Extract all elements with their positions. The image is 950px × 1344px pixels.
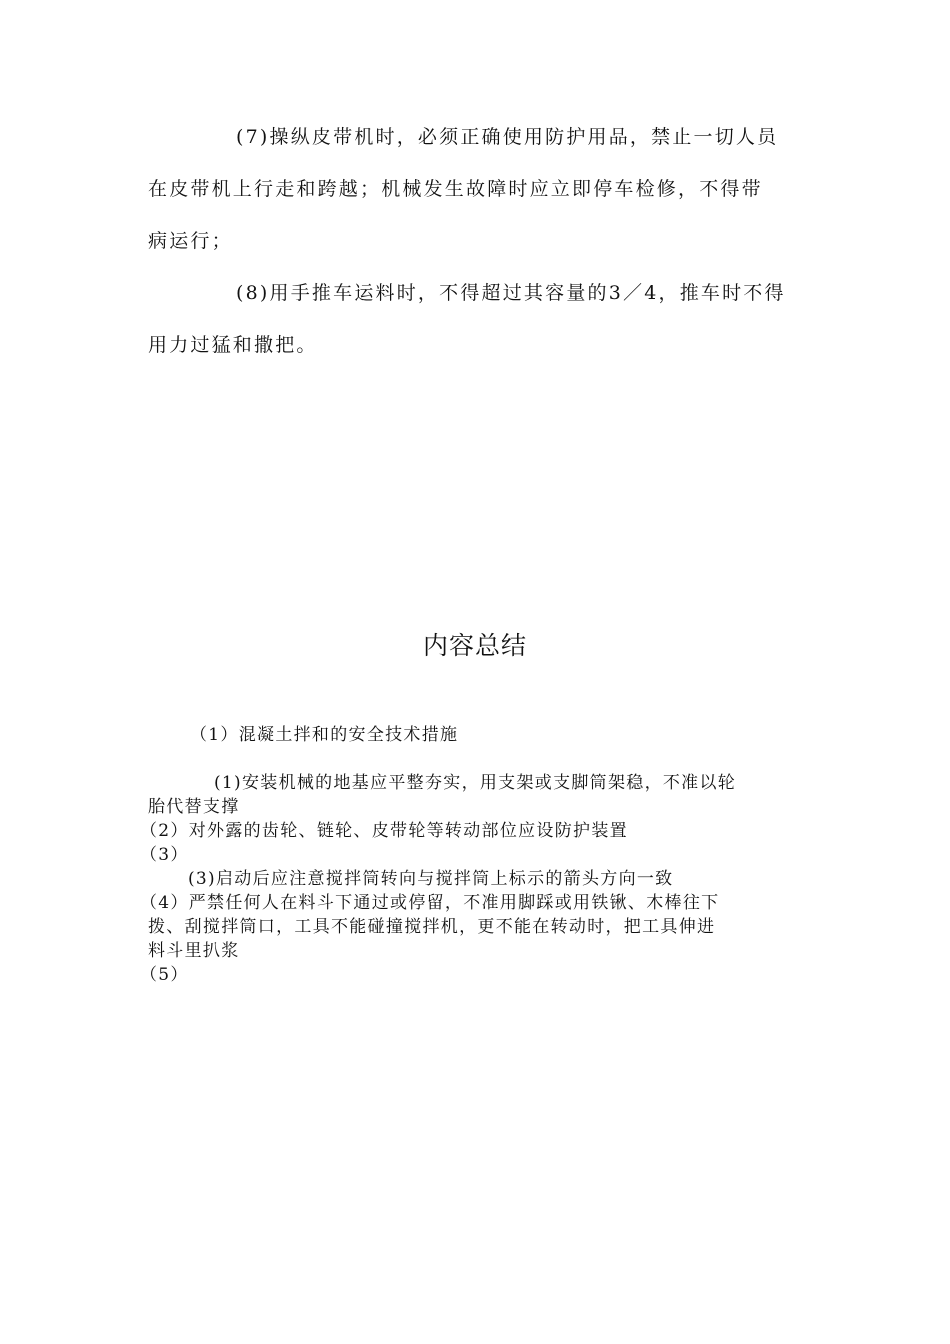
summary-item-2-line-1: (1)安装机械的地基应平整夯实，用支架或支脚筒架稳，不准以轮 xyxy=(214,773,737,793)
summary-item-6-line-1: （4）严禁任何人在料斗下通过或停留，不准用脚踩或用铁锹、木棒往下 xyxy=(140,893,720,913)
summary-title: 内容总结 xyxy=(422,631,527,660)
summary-item-7: （5） xyxy=(140,965,189,985)
paragraph-8-line-2: 用力过猛和撒把。 xyxy=(148,334,318,356)
summary-item-2-line-2: 胎代替支撑 xyxy=(148,797,240,817)
summary-item-6-line-2: 拨、刮搅拌筒口，工具不能碰撞搅拌机，更不能在转动时，把工具伸进 xyxy=(148,917,716,937)
paragraph-8-line-1: (8)用手推车运料时，不得超过其容量的3／4，推车时不得 xyxy=(236,282,786,304)
paragraph-7-line-3: 病运行； xyxy=(148,230,233,252)
summary-item-1: （1）混凝土拌和的安全技术措施 xyxy=(190,725,459,745)
summary-item-3: （2）对外露的齿轮、链轮、皮带轮等转动部位应设防护装置 xyxy=(140,821,628,841)
summary-item-5: (3)启动后应注意搅拌筒转向与搅拌筒上标示的箭头方向一致 xyxy=(188,869,674,889)
summary-item-6-line-3: 料斗里扒浆 xyxy=(148,941,240,961)
paragraph-7-line-1: (7)操纵皮带机时，必须正确使用防护用品，禁止一切人员 xyxy=(236,126,779,148)
summary-item-4: （3） xyxy=(140,845,189,865)
paragraph-7-line-2: 在皮带机上行走和跨越；机械发生故障时应立即停车检修，不得带 xyxy=(148,178,763,200)
